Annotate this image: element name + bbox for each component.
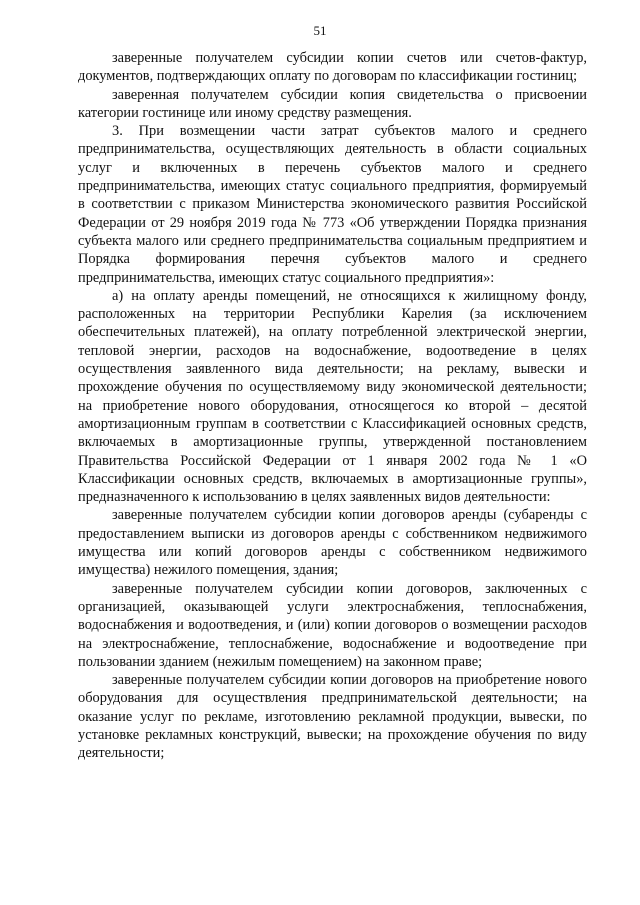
- paragraph-invoices: заверенные получателем субсидии копии счетов или счетов-фактур, документов, подтверждающих оплату по договорам по классификации гостиниц;: [78, 50, 587, 85]
- page-number: 51: [313, 23, 327, 38]
- document-body: [78, 49, 587, 763]
- paragraph-clause-3: 3. При возмещении части затрат субъектов малого и среднего предпринимательства, осуществляющих деятельность в области социальных услуг и включенных в перечень субъектов малого и среднего предпринимательства, имеющих статус социального предприятия, формируемый в соответствии с приказом Министерства экономического развития Российской Федерации от 29 ноября 2019 года № 773 «Об утверждении Порядка признания субъекта малого или среднего предпринимательства социальным предприятием и Порядка формирования перечня субъектов малого и среднего предпринимательства, имеющих статус социального предприятия»:: [78, 123, 587, 286]
- paragraph-utility-contracts: заверенные получателем субсидии копии договоров, заключенных с организацией, оказывающей услуги электроснабжения, теплоснабжения, водоснабжения и водоотведения, и (или) копии договоров о возмещении расходов на электроснабжение, теплоснабжение, водоснабжение и водоотведение при пользовании зданием (нежилым помещением) на законном праве;: [78, 580, 587, 670]
- paragraph-hotel-category: заверенная получателем субсидии копия свидетельства о присвоении категории гостинице или иному средству размещения.: [78, 86, 587, 121]
- paragraph-lease-contracts: заверенные получателем субсидии копии договоров аренды (субаренды с предоставлением выписки из договоров аренды с собственником недвижимого имущества или копий договоров аренды с собственником недвижимого имущества) нежилого помещения, здания;: [78, 507, 587, 579]
- paragraph-equipment-contracts: заверенные получателем субсидии копии договоров на приобретение нового оборудования для осуществления предпринимательской деятельности; на оказание услуг по рекламе, изготовлению рекламной продукции, вывески, по установке рекламных конструкций, вывески; на прохождение обучения по виду деятельности;: [78, 672, 587, 762]
- paragraph-subclause-a: а) на оплату аренды помещений, не относящихся к жилищному фонду, расположенных на территории Республики Карелия (за исключением обеспечительных платежей), на оплату потребленной электрической энергии, тепловой энергии, расходов на водоснабжение, водоотведение в целях осуществления заявленного вида деятельности; на рекламу, вывески и прохождение обучения по осуществляемому виду экономической деятельности; на приобретение нового оборудования, относящегося ко второй – десятой амортизационным группам в соответствии с Классификацией основных средств, включаемых в амортизационные группы, утвержденной постановлением Правительства Российской Федерации от 1 января 2002 года № 1 «О Классификации основных средств, включаемых в амортизационные группы», предназначенного к использованию в целях заявленных видов деятельности:: [78, 287, 587, 506]
